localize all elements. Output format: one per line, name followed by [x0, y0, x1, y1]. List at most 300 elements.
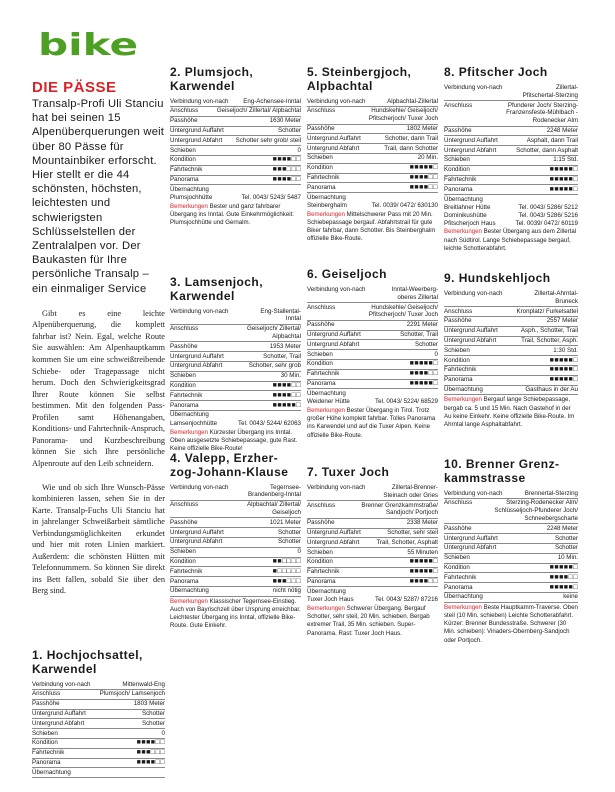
- spec-label-fahrtechnik: Fahrtechnik: [444, 573, 477, 581]
- remarks-text: Bester und ganz fahrbarer Übergang ins Inntal. Gute Einkehrmöglichkeit: Plumsjochhütte und Gernalm.: [170, 202, 294, 227]
- spec-value-abfahrt: Schotter: [277, 538, 301, 546]
- spec-row-uebernachtung: [444, 195, 578, 204]
- spec-row-panorama: [170, 577, 301, 587]
- spec-value-verbindung: Zillertal-Ahrntal- Bruneck: [534, 290, 578, 305]
- hut-phone: Tel. 0043/ 5224/ 68529: [375, 398, 438, 406]
- hut-phone: Tel. 0043/ 5286/ 5216: [518, 211, 578, 219]
- pass-title-line: 2. Plumsjoch,: [170, 65, 254, 79]
- spec-value-schieben: 0: [297, 548, 301, 556]
- spec-value-verbindung: Eng-Achensee-Inntal: [243, 97, 301, 105]
- spec-value-anschluss: Geiseljoch/ Zillertal/ Alpbachtal: [216, 107, 301, 115]
- bike-logo-text: bike: [38, 30, 138, 58]
- spec-row-abfahrt: [307, 538, 438, 548]
- pass-block-1: [32, 649, 165, 778]
- spec-row-uebernachtung: [32, 768, 165, 778]
- spec-label-schieben: Schieben: [307, 548, 333, 556]
- spec-row-fahrtechnik: [307, 174, 438, 184]
- spec-row-abfahrt: [170, 136, 301, 146]
- spec-value-verbindung: Zillertal-Brenner- Steinach oder Gries: [383, 484, 438, 499]
- spec-value-auffahrt: Schotter: [141, 710, 165, 718]
- spec-value-panorama: ■■■□□□: [272, 577, 301, 585]
- spec-row-kondition: [444, 564, 578, 574]
- spec-row-schieben: [444, 554, 578, 564]
- pass-title-line: 10. Brenner Grenz-: [444, 457, 560, 471]
- hut-row: [444, 204, 578, 212]
- spec-row-fahrtechnik: [307, 370, 438, 380]
- intro-lead: Transalp-Profi Uli Stanciu hat bei seinen 15 Alpenüberquerungen weit über 80 Pässe für Mountainbiker erforscht. Hier stellt er die 44 schönsten, höchsten, leichtesten und schwierigsten Schlüsselstellen der Zentralalpen vor. Der Baukasten für Ihre persönliche Transalp – ein einmaliger Service: [32, 98, 165, 295]
- spec-label-passhoehe: Passhöhe: [170, 342, 198, 350]
- spec-label-uebernachtung: Übernachtung: [170, 587, 209, 595]
- spec-row-auffahrt: [170, 127, 301, 137]
- spec-label-schieben: Schieben: [32, 729, 58, 737]
- hut-phone: Tel. 0039/ 0472/ 630130: [371, 201, 438, 209]
- spec-label-uebernachtung: Übernachtung: [444, 386, 483, 394]
- spec-row-auffahrt: [444, 534, 578, 544]
- spec-label-panorama: Panorama: [444, 376, 473, 384]
- spec-row-abfahrt: [444, 544, 578, 554]
- spec-label-anschluss: Anschluss: [444, 307, 473, 315]
- spec-label-panorama: Panorama: [307, 183, 336, 191]
- spec-label-passhoehe: Passhöhe: [307, 321, 335, 329]
- spec-label-panorama: Panorama: [444, 185, 473, 193]
- pass-title: [444, 272, 578, 286]
- spec-label-schieben: Schieben: [444, 156, 470, 164]
- spec-row-panorama: [32, 759, 165, 769]
- spec-label-abfahrt: Untergrund Abfahrt: [170, 136, 223, 144]
- hut-row: [170, 194, 301, 202]
- spec-row-kondition: [307, 360, 438, 370]
- spec-label-auffahrt: Untergrund Auffahrt: [444, 136, 498, 144]
- spec-label-abfahrt: Untergrund Abfahrt: [307, 340, 360, 348]
- spec-row-abfahrt: [170, 362, 301, 372]
- spec-value-panorama: ■■■■■□: [409, 380, 438, 388]
- spec-row-uebernachtung: [444, 386, 578, 396]
- spec-value-passhoehe: 1953 Meter: [269, 342, 301, 350]
- spec-value-fahrtechnik: ■■■□□□: [136, 749, 165, 757]
- spec-row-passhoehe: [444, 317, 578, 327]
- spec-label-fahrtechnik: Fahrtechnik: [307, 174, 340, 182]
- spec-row-anschluss: [170, 325, 301, 343]
- pass-title: [170, 276, 301, 303]
- spec-value-verbindung: Inntal-Weerberg- oberes Zillertal: [391, 286, 438, 301]
- spec-value-abfahrt: Trail, Schotter, Asph.: [521, 337, 578, 345]
- spec-row-passhoehe: [307, 125, 438, 135]
- spec-label-schieben: Schieben: [444, 346, 470, 354]
- spec-row-fahrtechnik: [307, 568, 438, 578]
- remarks-label: Bemerkungen: [444, 603, 482, 611]
- spec-label-fahrtechnik: Fahrtechnik: [307, 568, 340, 576]
- remarks-label: Bemerkungen: [444, 228, 482, 236]
- spec-label-auffahrt: Untergrund Auffahrt: [444, 534, 498, 542]
- intro-column: [32, 80, 165, 597]
- pass-title: [444, 458, 578, 485]
- spec-label-kondition: Kondition: [444, 356, 470, 364]
- spec-label-schieben: Schieben: [170, 372, 196, 380]
- pass-title: [170, 66, 301, 93]
- spec-row-schieben: [32, 729, 165, 739]
- spec-label-kondition: Kondition: [170, 156, 196, 164]
- spec-value-uebernachtung: Gasthaus in der Au: [525, 386, 578, 394]
- spec-value-auffahrt: Schotter, Trail: [263, 352, 301, 360]
- spec-row-abfahrt: [170, 538, 301, 548]
- spec-value-abfahrt: Schotter sehr grob/ steil: [235, 136, 301, 144]
- spec-row-panorama: [170, 176, 301, 186]
- spec-row-fahrtechnik: [170, 166, 301, 176]
- spec-label-passhoehe: Passhöhe: [307, 519, 335, 527]
- spec-row-auffahrt: [307, 134, 438, 144]
- spec-label-panorama: Panorama: [444, 583, 473, 591]
- spec-label-uebernachtung: Übernachtung: [307, 193, 346, 201]
- spec-label-passhoehe: Passhöhe: [444, 524, 472, 532]
- remarks-text: Kürzester Übergang ins Inntal. Oben ausgesetzte Schiebepassage, gute Rast. Keine offizielle Bike-Route!: [170, 428, 298, 452]
- spec-value-abfahrt: Trail, Schotter, Asphalt: [376, 538, 438, 546]
- spec-row-kondition: [32, 739, 165, 749]
- spec-label-auffahrt: Untergrund Auffahrt: [170, 352, 224, 360]
- spec-row-uebernachtung: [307, 193, 438, 202]
- spec-label-passhoehe: Passhöhe: [32, 700, 60, 708]
- spec-value-panorama: ■■■■■□: [272, 401, 301, 409]
- spec-row-panorama: [444, 583, 578, 593]
- spec-label-uebernachtung: Übernachtung: [444, 195, 483, 203]
- pass-remarks: [444, 396, 578, 429]
- spec-row-panorama: [444, 376, 578, 386]
- spec-value-fahrtechnik: ■■■■□□: [549, 573, 578, 581]
- pass-title-line: kammstrasse: [444, 470, 526, 485]
- hut-name: Tuxer Joch Haus: [307, 596, 354, 604]
- spec-label-verbindung: Verbindung von-nach: [307, 286, 366, 294]
- hut-row: [307, 398, 438, 406]
- spec-value-abfahrt: Schotter, dann Asphalt: [516, 146, 578, 154]
- spec-row-abfahrt: [444, 337, 578, 347]
- pass-title-line: 1. Hochjochsattel,: [32, 648, 143, 662]
- spec-value-anschluss: Pfunderer Joch/ Sterzing- Franzensfeste-Mühlbach -Rodenecker Alm: [506, 101, 578, 125]
- spec-row-kondition: [444, 166, 578, 176]
- spec-label-schieben: Schieben: [307, 154, 333, 162]
- spec-value-anschluss: Alpbachtal/ Zillertal/ Geiseljoch: [247, 501, 301, 517]
- spec-row-abfahrt: [444, 146, 578, 156]
- spec-label-fahrtechnik: Fahrtechnik: [307, 370, 340, 378]
- spec-label-uebernachtung: Übernachtung: [170, 411, 209, 419]
- spec-row-kondition: [170, 156, 301, 166]
- spec-label-fahrtechnik: Fahrtechnik: [444, 176, 477, 184]
- spec-value-fahrtechnik: ■□□□□□: [272, 567, 301, 575]
- pass-remarks: [307, 605, 438, 638]
- pass-title: [170, 452, 301, 479]
- spec-value-schieben: 0: [297, 146, 301, 154]
- spec-label-fahrtechnik: Fahrtechnik: [170, 567, 203, 575]
- hut-name: Steinberghalm: [307, 201, 347, 209]
- spec-label-passhoehe: Passhöhe: [444, 317, 472, 325]
- spec-label-panorama: Panorama: [170, 401, 199, 409]
- pass-remarks: [307, 407, 438, 440]
- spec-label-auffahrt: Untergrund Auffahrt: [307, 331, 361, 339]
- spec-label-panorama: Panorama: [170, 176, 199, 184]
- spec-value-schieben: 10 Min.: [557, 554, 578, 562]
- intro-paragraph-2: Wie und ob sich Ihre Wunsch-Pässe kombinieren lassen, sehen Sie in der Karte. Transalp-Fuchs Uli Stanciu hat in jahrelanger Schweißarbeit sämtliche Verbindungsmöglichkeiten erkundet und hier mit roten Linien markiert. Außerdem: die schönsten Hütten mit Telefonnummern. So können Sie direkt ins Bett fallen, sobald Sie über den Berg sind.: [32, 482, 165, 596]
- spec-row-verbindung: [307, 97, 438, 107]
- spec-value-verbindung: Tegernsee- Brandenberg-Inntal: [248, 483, 301, 499]
- spec-value-fahrtechnik: ■■■■■□: [549, 366, 578, 374]
- remarks-text: Bester Übergang aus dem Zillertal nach Südtirol. Lange Schiebepassage bergauf, leichte Schotterabfahrt.: [444, 228, 577, 252]
- pass-title: [307, 268, 438, 282]
- remarks-label: Bemerkungen: [307, 406, 345, 414]
- pass-title-line: 3. Lamsenjoch,: [170, 275, 263, 289]
- spec-row-kondition: [170, 382, 301, 392]
- spec-label-verbindung: Verbindung von-nach: [307, 484, 366, 492]
- hut-phone: Tel. 0043/ 5243/ 5487: [241, 194, 301, 202]
- pass-block-6: [307, 268, 438, 440]
- spec-value-anschluss: Plumsjoch/ Lamsenjoch: [99, 690, 165, 698]
- spec-label-schieben: Schieben: [170, 146, 196, 154]
- spec-value-schieben: 0: [434, 350, 438, 358]
- spec-label-anschluss: Anschluss: [444, 101, 473, 109]
- spec-row-auffahrt: [444, 327, 578, 337]
- pass-title-line: 4. Valepp, Erzher-: [170, 451, 279, 465]
- remarks-text: Beste Hauptkamm-Traverse. Oben steil (10 Min. schieben) Leichte Schotterabfahrt. Kürzer: Brenner Bundesstraße. Schwerer (30 Min. schieben): Vinaders-Obernberg-Sandjoch oder Portjoch.: [444, 603, 578, 644]
- spec-row-uebernachtung: [307, 389, 438, 398]
- spec-row-panorama: [307, 380, 438, 390]
- spec-label-anschluss: Anschluss: [307, 303, 336, 311]
- spec-value-kondition: ■■■■■□: [409, 558, 438, 566]
- spec-row-schieben: [307, 548, 438, 558]
- hut-row: [444, 220, 578, 228]
- spec-value-fahrtechnik: ■■■■□□: [409, 174, 438, 182]
- spec-label-verbindung: Verbindung von-nach: [170, 483, 229, 491]
- spec-label-schieben: Schieben: [170, 548, 196, 556]
- spec-label-kondition: Kondition: [444, 564, 470, 572]
- spec-value-fahrtechnik: ■■■■■□: [409, 568, 438, 576]
- spec-row-kondition: [170, 558, 301, 568]
- spec-label-kondition: Kondition: [307, 558, 333, 566]
- hut-name: Weidener Hütte: [307, 398, 350, 406]
- spec-label-verbindung: Verbindung von-nach: [444, 489, 503, 497]
- spec-row-fahrtechnik: [444, 573, 578, 583]
- spec-row-auffahrt: [307, 529, 438, 539]
- spec-row-uebernachtung: [170, 185, 301, 194]
- hut-phone: Tel. 0043/ 5286/ 5212: [518, 203, 578, 211]
- spec-value-verbindung: Brennertal-Sterzing: [524, 489, 578, 497]
- spec-value-schieben: 30 Min.: [280, 372, 301, 380]
- spec-value-anschluss: Kronplatz/ Furkelsattel: [516, 307, 578, 315]
- spec-label-verbindung: Verbindung von-nach: [307, 97, 366, 105]
- pass-title-line: Karwendel: [32, 661, 97, 676]
- hut-row: [444, 212, 578, 220]
- spec-value-auffahrt: Schotter, sehr steil: [387, 529, 438, 537]
- intro-body: [32, 308, 165, 597]
- spec-row-kondition: [444, 356, 578, 366]
- remarks-label: Bemerkungen: [170, 597, 208, 605]
- spec-value-auffahrt: Asphalt, dann Trail: [526, 136, 578, 144]
- spec-value-abfahrt: Schotter: [414, 340, 438, 348]
- remarks-label: Bemerkungen: [170, 202, 208, 210]
- pass-title: [444, 66, 578, 80]
- remarks-text: Klassischer Tegernsee-Einstieg. Auch von Bayrischzell über Ursprung erreichbar. Leichtester Übergang ins Inntal, offizielle Bike-Route. Gute Einkehr.: [170, 597, 301, 630]
- pass-title-line: 8. Pfitscher Joch: [444, 65, 548, 79]
- spec-row-anschluss: [444, 101, 578, 126]
- spec-row-panorama: [170, 401, 301, 411]
- spec-label-abfahrt: Untergrund Abfahrt: [307, 538, 360, 546]
- spec-value-verbindung: Alpbachtal-Zillertal: [387, 97, 438, 105]
- spec-row-uebernachtung: [170, 587, 301, 597]
- spec-value-fahrtechnik: ■■■■■□: [549, 176, 578, 184]
- spec-label-fahrtechnik: Fahrtechnik: [32, 749, 65, 757]
- spec-value-panorama: ■■■■■□: [549, 376, 578, 384]
- remarks-text: Bergauf lange Schiebepassage, bergab ca. 5 und 15 Min. Nach Gastehof in der Au keine Einkehr. Keine offizielle Bike-Route. Im Ahrntal lange Asphaltabfahrt.: [444, 396, 575, 428]
- spec-label-verbindung: Verbindung von-nach: [170, 307, 229, 315]
- spec-row-schieben: [444, 346, 578, 356]
- spec-value-passhoehe: 2291 Meter: [406, 321, 438, 329]
- spec-label-kondition: Kondition: [307, 360, 333, 368]
- spec-value-anschluss: Brenner Grenzkammstraße/ Sandjoch/ Portjoch: [361, 501, 438, 517]
- hut-name: Plumsjochhütte: [170, 194, 213, 202]
- spec-value-passhoehe: 1021 Meter: [269, 518, 301, 526]
- bike-logo: [38, 30, 138, 58]
- spec-value-panorama: ■■■■□□: [409, 578, 438, 586]
- pass-title-line: 9. Hundskehljoch: [444, 271, 551, 285]
- pass-title-line: Alpbachtal: [307, 78, 373, 93]
- spec-label-uebernachtung: Übernachtung: [32, 768, 71, 776]
- pass-title: [307, 466, 438, 480]
- spec-row-passhoehe: [170, 117, 301, 127]
- hut-name: Dominikushütte: [444, 211, 487, 219]
- pass-title-line: Karwendel: [170, 78, 235, 93]
- spec-value-schieben: 55 Minuten: [407, 548, 438, 556]
- spec-label-kondition: Kondition: [307, 164, 333, 172]
- spec-value-passhoehe: 1803 Meter: [133, 700, 165, 708]
- spec-label-verbindung: Verbindung von-nach: [170, 97, 229, 105]
- spec-row-schieben: [307, 350, 438, 360]
- pass-title: [307, 66, 438, 93]
- spec-row-fahrtechnik: [444, 366, 578, 376]
- spec-value-auffahrt: Asph., Schotter, Trail: [520, 327, 578, 335]
- spec-value-auffahrt: Schotter, Trail: [400, 331, 438, 339]
- spec-label-abfahrt: Untergrund Abfahrt: [170, 538, 223, 546]
- spec-label-passhoehe: Passhöhe: [307, 125, 335, 133]
- hut-name: Breitlahner Hütte: [444, 203, 491, 211]
- spec-row-abfahrt: [307, 144, 438, 154]
- hut-phone: Tel. 0043/ 5287/ 87216: [375, 596, 438, 604]
- spec-value-passhoehe: 1630 Meter: [269, 117, 301, 125]
- remarks-label: Bemerkungen: [170, 428, 208, 436]
- spec-value-kondition: ■■■■□□: [136, 739, 165, 747]
- spec-value-kondition: ■■■■■□: [409, 360, 438, 368]
- spec-row-fahrtechnik: [444, 176, 578, 186]
- spec-value-kondition: ■■■■■□: [409, 164, 438, 172]
- spec-row-passhoehe: [307, 519, 438, 529]
- spec-row-verbindung: [444, 290, 578, 308]
- spec-value-panorama: ■■■■■□: [549, 185, 578, 193]
- spec-value-fahrtechnik: ■■■□□□: [272, 166, 301, 174]
- spec-value-passhoehe: 2248 Meter: [546, 127, 578, 135]
- spec-label-passhoehe: Passhöhe: [170, 117, 198, 125]
- hut-row: [307, 596, 438, 604]
- pass-title-line: 6. Geiseljoch: [307, 267, 387, 281]
- spec-row-passhoehe: [170, 518, 301, 528]
- spec-label-panorama: Panorama: [307, 578, 336, 586]
- spec-row-schieben: [307, 154, 438, 164]
- spec-value-kondition: ■■■■■□: [549, 564, 578, 572]
- spec-label-panorama: Panorama: [307, 380, 336, 388]
- spec-value-kondition: ■■■■□□: [272, 156, 301, 164]
- spec-row-passhoehe: [307, 321, 438, 331]
- spec-label-panorama: Panorama: [170, 577, 199, 585]
- spec-label-verbindung: Verbindung von-nach: [444, 84, 503, 92]
- spec-row-schieben: [444, 156, 578, 166]
- remarks-text: Bester Übergang in Tirol. Trotz großer Höhe komplett fahrbar. Tolles Panorama ins Karwendel und auf die Tuxer Alpen. Keine offizielle Bike-Route.: [307, 406, 436, 439]
- pass-block-5: [307, 66, 438, 244]
- spec-value-panorama: ■■■■□□: [272, 176, 301, 184]
- spec-row-auffahrt: [32, 710, 165, 720]
- pass-block-4: [170, 452, 301, 631]
- spec-row-anschluss: [444, 499, 578, 524]
- spec-label-kondition: Kondition: [170, 382, 196, 390]
- spec-value-kondition: ■■□□□□: [272, 558, 301, 566]
- remarks-label: Bemerkungen: [307, 210, 345, 218]
- pass-title-line: 5. Steinbergjoch,: [307, 65, 412, 79]
- spec-row-anschluss: [32, 690, 165, 700]
- remarks-label: Bemerkungen: [307, 604, 345, 612]
- spec-label-panorama: Panorama: [32, 759, 61, 767]
- spec-value-passhoehe: 2557 Meter: [546, 317, 578, 325]
- spec-label-abfahrt: Untergrund Abfahrt: [444, 146, 497, 154]
- spec-value-auffahrt: Schotter: [554, 534, 578, 542]
- spec-value-panorama: ■■■■□□: [136, 759, 165, 767]
- spec-row-verbindung: [32, 680, 165, 690]
- spec-label-auffahrt: Untergrund Auffahrt: [307, 134, 361, 142]
- spec-row-fahrtechnik: [170, 391, 301, 401]
- spec-row-passhoehe: [170, 342, 301, 352]
- pass-remarks: [444, 604, 578, 645]
- spec-value-verbindung: Mittenwald-Eng: [122, 680, 165, 688]
- spec-label-auffahrt: Untergrund Auffahrt: [32, 710, 86, 718]
- spec-value-abfahrt: Schotter: [141, 719, 165, 727]
- spec-label-abfahrt: Untergrund Abfahrt: [307, 144, 360, 152]
- spec-value-auffahrt: Schotter: [277, 127, 301, 135]
- spec-label-fahrtechnik: Fahrtechnik: [170, 391, 203, 399]
- remarks-text: Schwerer Übergang. Bergauf Schotter, sehr steil, 20 Min. schieben. Bergab extremer Trail, 35 Min. schieben. Super-Panorama. Rast: Tuxer Joch Haus.: [307, 604, 430, 637]
- spec-row-panorama: [444, 185, 578, 195]
- spec-label-abfahrt: Untergrund Abfahrt: [170, 362, 223, 370]
- spec-label-kondition: Kondition: [170, 558, 196, 566]
- spec-row-kondition: [307, 558, 438, 568]
- hut-phone: Tel. 0039/ 0472/ 60119: [515, 219, 578, 227]
- spec-value-abfahrt: Schotter: [554, 544, 578, 552]
- pass-remarks: [170, 429, 301, 454]
- spec-row-anschluss: [170, 107, 301, 117]
- spec-label-anschluss: Anschluss: [32, 690, 61, 698]
- pass-block-10: [444, 458, 578, 645]
- pass-remarks: [444, 228, 578, 253]
- spec-value-kondition: ■■■■□□: [272, 382, 301, 390]
- pass-title-line: zog-Johann-Klause: [170, 464, 289, 479]
- spec-value-anschluss: Hundskehle/ Geiseljoch/ Pfitscherjoch/ Tuxer Joch: [368, 107, 438, 123]
- spec-value-kondition: ■■■■■□: [549, 356, 578, 364]
- spec-label-anschluss: Anschluss: [307, 501, 336, 509]
- spec-row-auffahrt: [307, 331, 438, 341]
- pass-remarks: [170, 598, 301, 631]
- spec-label-kondition: Kondition: [444, 166, 470, 174]
- spec-row-panorama: [307, 578, 438, 588]
- spec-row-verbindung: [170, 483, 301, 501]
- spec-label-abfahrt: Untergrund Abfahrt: [444, 337, 497, 345]
- spec-value-abfahrt: Trail, dann Schotter: [384, 144, 438, 152]
- spec-row-uebernachtung: [444, 593, 578, 603]
- spec-value-anschluss: Sterzing-Rodenecker Alm/ Schlüsseljoch-Pfunderer Joch/ Schneebergscharte: [494, 499, 578, 523]
- spec-value-anschluss: Geiseljoch/ Zillertal/ Alpbachtal: [247, 325, 301, 341]
- spec-value-uebernachtung: keine: [563, 593, 578, 601]
- spec-row-auffahrt: [170, 528, 301, 538]
- spec-row-passhoehe: [444, 524, 578, 534]
